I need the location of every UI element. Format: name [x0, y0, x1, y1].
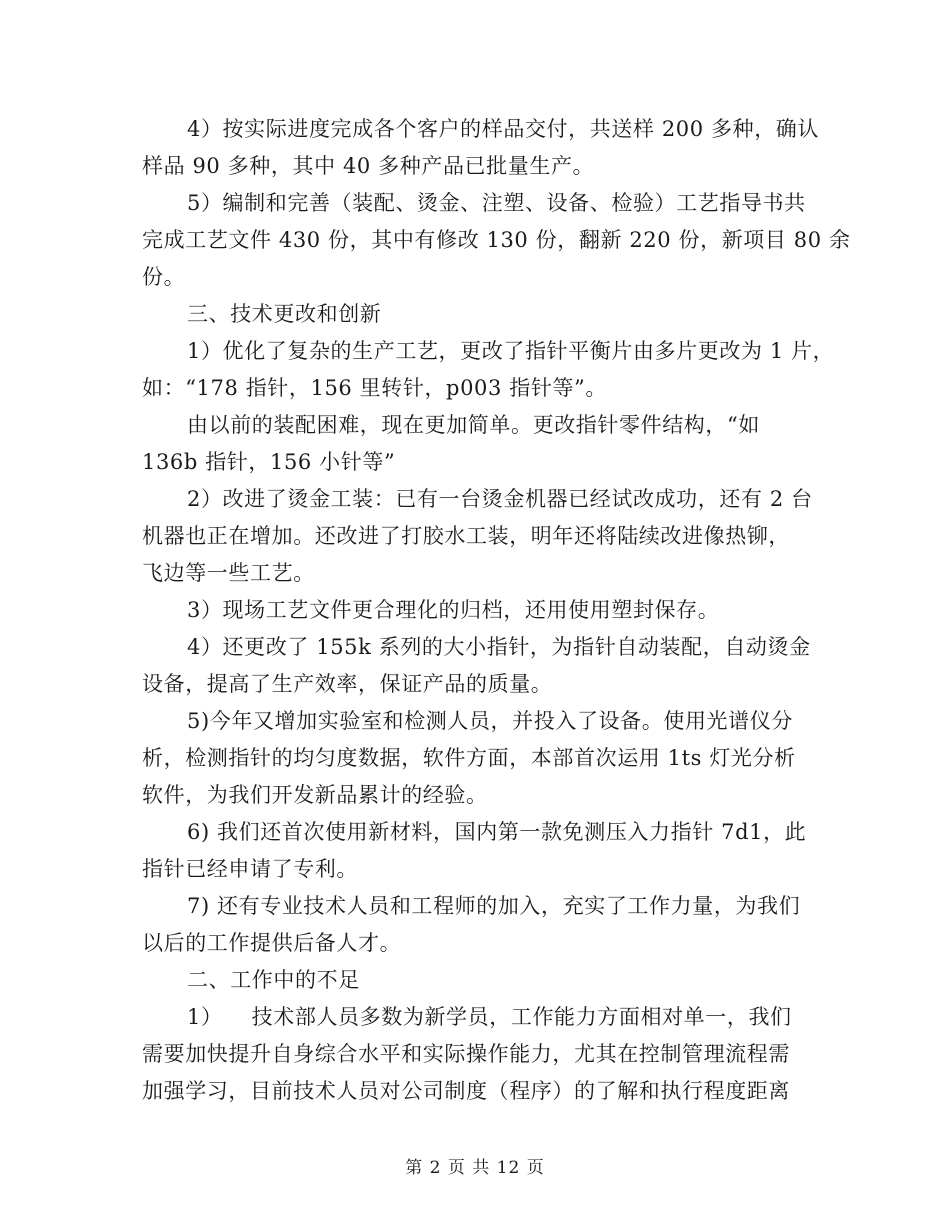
- text-line: 7) 还有专业技术人员和工程师的加入，充实了工作力量，为我们: [187, 894, 801, 918]
- text-line: 4）还更改了 155k 系列的大小指针，为指针自动装配，自动烫金: [187, 635, 811, 659]
- text-line: 需要加快提升自身综合水平和实际操作能力，尤其在控制管理流程需: [142, 1042, 790, 1066]
- section-heading: 二、工作中的不足: [187, 968, 360, 992]
- text-line: 136b 指针，156 小针等”: [142, 450, 396, 474]
- text-line: 完成工艺文件 430 份，其中有修改 130 份，翻新 220 份，新项目 80 余: [142, 228, 851, 252]
- text-line: 设备，提高了生产效率，保证产品的质量。: [142, 672, 553, 696]
- text-line: 指针已经申请了专利。: [142, 857, 358, 881]
- text-line: 以后的工作提供后备人才。: [142, 931, 402, 955]
- text-line: 5)今年又增加实验室和检测人员，并投入了设备。使用光谱仪分: [187, 709, 793, 733]
- text-line: 样品 90 多种，其中 40 多种产品已批量生产。: [142, 154, 595, 178]
- text-line: 软件，为我们开发新品累计的经验。: [142, 783, 488, 807]
- text-line: 3）现场工艺文件更合理化的归档，还用使用塑封保存。: [187, 598, 720, 622]
- text-line: 析，检测指针的均匀度数据，软件方面，本部首次运用 1ts 灯光分析: [142, 746, 796, 770]
- text-line: 1） 技术部人员多数为新学员，工作能力方面相对单一，我们: [187, 1005, 792, 1029]
- text-line: 加强学习，目前技术人员对公司制度（程序）的了解和执行程度距离: [142, 1079, 790, 1103]
- text-line: 5）编制和完善（装配、烫金、注塑、设备、检验）工艺指导书共: [187, 191, 806, 215]
- text-line: 由以前的装配困难，现在更加简单。更改指针零件结构，“如: [187, 413, 760, 437]
- text-line: 4）按实际进度完成各个客户的样品交付，共送样 200 多种，确认: [187, 117, 819, 141]
- section-heading: 三、技术更改和创新: [187, 302, 382, 326]
- text-line: 飞边等一些工艺。: [142, 561, 315, 585]
- text-line: 机器也正在增加。还改进了打胶水工装，明年还将陆续改进像热铆，: [142, 524, 790, 548]
- text-line: 6) 我们还首次使用新材料，国内第一款免测压入力指针 7d1，此: [187, 820, 807, 844]
- text-line: 1）优化了复杂的生产工艺，更改了指针平衡片由多片更改为 1 片，: [187, 339, 835, 363]
- text-line: 2）改进了烫金工装：已有一台烫金机器已经试改成功，还有 2 台: [187, 487, 813, 511]
- text-line: 如：“178 指针，156 里转针，p003 指针等”。: [142, 376, 607, 400]
- page-footer: 第 2 页 共 12 页: [405, 1158, 545, 1178]
- text-line: 份。: [142, 265, 186, 289]
